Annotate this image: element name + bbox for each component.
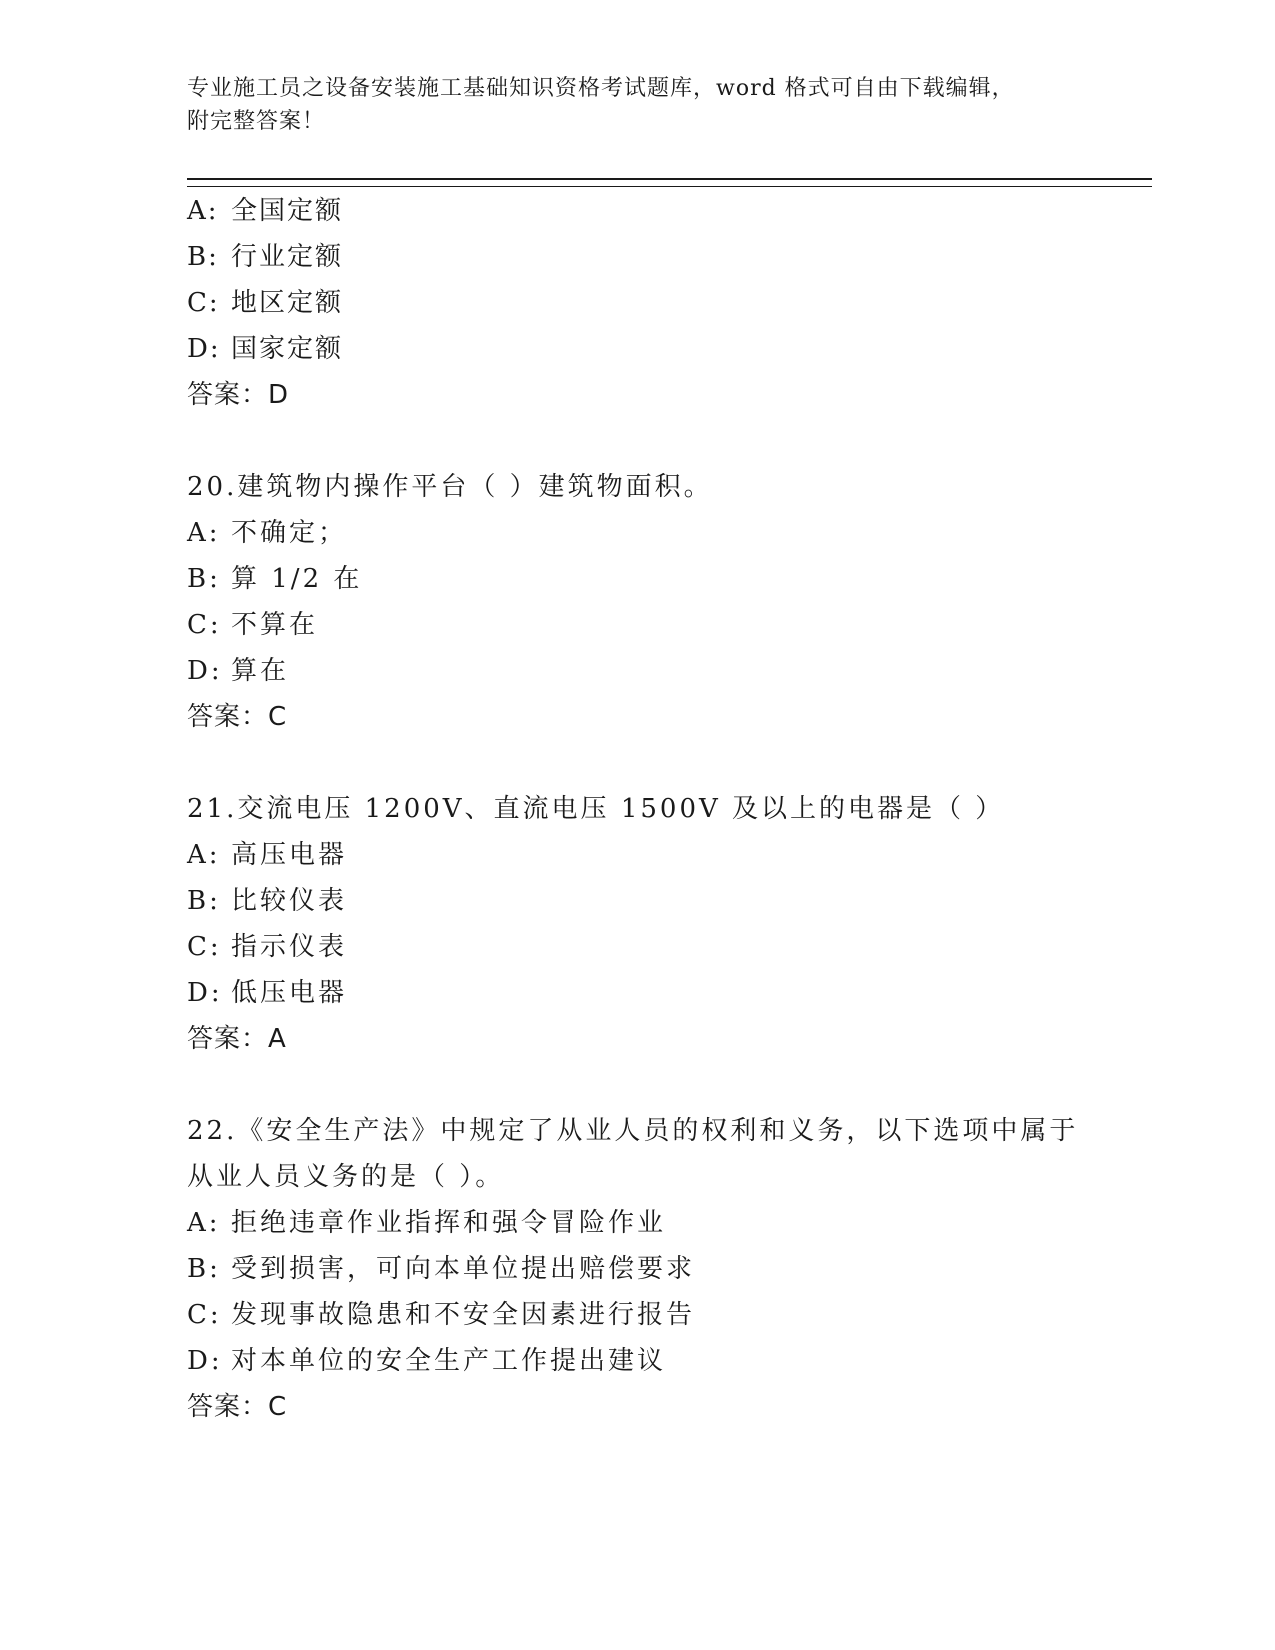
- option-a: A: 全国定额: [187, 196, 344, 226]
- document-page: [187, 72, 1152, 1430]
- document-header: [187, 72, 1087, 138]
- option-c: C: 不算在: [187, 610, 319, 640]
- header-line-1: 专业施工员之设备安装施工基础知识资格考试题库，word 格式可自由下载编辑，: [187, 76, 1015, 101]
- question-20: [187, 464, 1152, 740]
- option-d: D: 国家定额: [187, 334, 344, 364]
- question-text-line-2: 从业人员义务的是（ ）。: [187, 1162, 505, 1192]
- option-b: B: 算 1/2 在: [187, 564, 363, 594]
- option-b: B: 受到损害，可向本单位提出赔偿要求: [187, 1254, 696, 1284]
- option-b: B: 比较仪表: [187, 886, 348, 916]
- question-22: [187, 1108, 1152, 1430]
- answer-19: 答案：D: [187, 380, 290, 410]
- option-c: C: 发现事故隐患和不安全因素进行报告: [187, 1300, 696, 1330]
- option-a: A: 不确定；: [187, 518, 348, 548]
- answer-21: 答案：A: [187, 1024, 287, 1054]
- question-text: 21.交流电压 1200V、直流电压 1500V 及以上的电器是（ ）: [187, 794, 1005, 824]
- answer-22: 答案：C: [187, 1392, 288, 1422]
- header-line-2: 附完整答案！: [187, 109, 326, 134]
- option-a: A: 高压电器: [187, 840, 348, 870]
- option-d: D: 对本单位的安全生产工作提出建议: [187, 1346, 667, 1376]
- question-19: [187, 188, 1152, 418]
- option-d: D: 算在: [187, 656, 290, 686]
- question-text: 20.建筑物内操作平台（ ）建筑物面积。: [187, 472, 713, 502]
- option-a: A: 拒绝违章作业指挥和强令冒险作业: [187, 1208, 667, 1238]
- question-21: [187, 786, 1152, 1062]
- option-d: D: 低压电器: [187, 978, 348, 1008]
- option-c: C: 地区定额: [187, 288, 344, 318]
- answer-20: 答案：C: [187, 702, 288, 732]
- option-c: C: 指示仪表: [187, 932, 348, 962]
- option-b: B: 行业定额: [187, 242, 344, 272]
- question-text-line-1: 22.《安全生产法》中规定了从业人员的权利和义务，以下选项中属于: [187, 1116, 1079, 1146]
- header-divider: [187, 178, 1152, 187]
